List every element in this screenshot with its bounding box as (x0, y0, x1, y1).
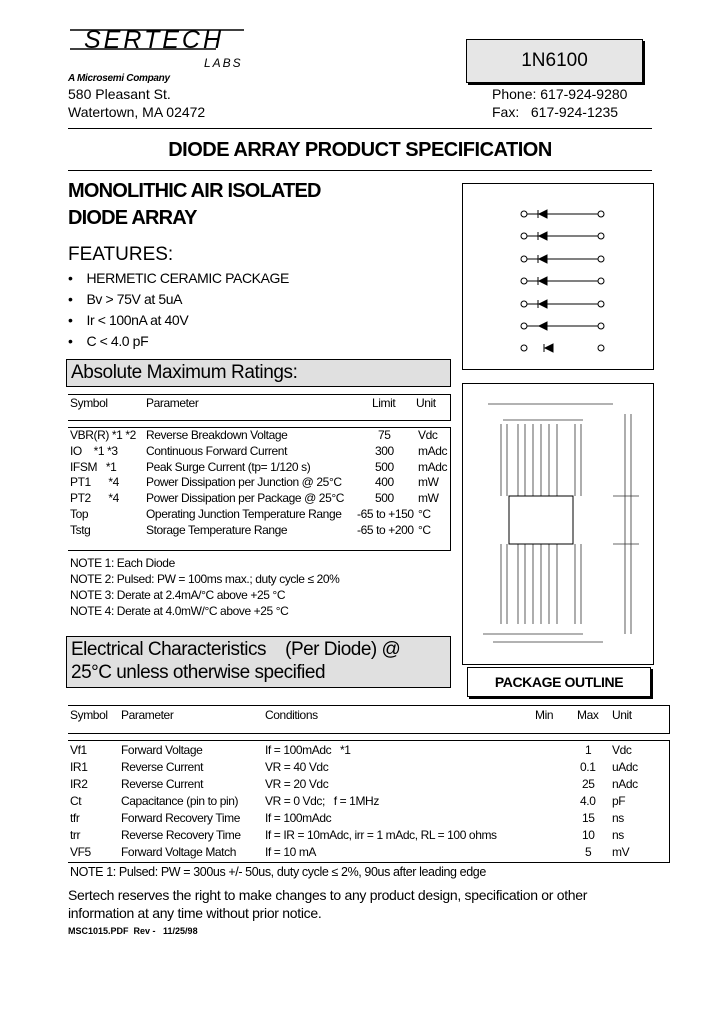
cell-max: 0.1 (580, 760, 596, 774)
cell-symbol: Ct (70, 794, 82, 808)
elec-heading-line2: 25°C unless otherwise specified (71, 662, 326, 683)
elec-heading-line1: Electrical Characteristics (Per Diode) @ (71, 639, 401, 660)
cell-symbol: Top (70, 507, 89, 521)
cell-parameter: Power Dissipation per Junction @ 25°C (146, 475, 342, 489)
col-symbol-header: Symbol (70, 396, 108, 410)
cell-symbol: tfr (70, 811, 80, 825)
feature-item: • Ir < 100nA at 40V (68, 312, 189, 328)
header-rule (68, 128, 652, 129)
cell-parameter: Capacitance (pin to pin) (121, 794, 239, 808)
col-parameter-header: Parameter (121, 708, 174, 722)
feature-item: • Bv > 75V at 5uA (68, 291, 183, 307)
col-max-header: Max (577, 708, 599, 722)
diode-schematic (462, 183, 654, 370)
disclaimer-line2: information at any time without prior notice. (68, 905, 322, 921)
cell-symbol: trr (70, 828, 81, 842)
cell-limit: -65 to +200 (357, 523, 414, 537)
cell-conditions: VR = 0 Vdc; f = 1MHz (265, 794, 379, 808)
cell-parameter: Forward Voltage Match (121, 845, 236, 859)
features-list (68, 270, 289, 354)
address-line2: Watertown, MA 02472 (68, 104, 206, 120)
cell-unit: mW (418, 475, 439, 489)
cell-parameter: Reverse Recovery Time (121, 828, 241, 842)
cell-max: 5 (585, 845, 592, 859)
cell-parameter: Forward Voltage (121, 743, 203, 757)
cell-limit: -65 to +150 (357, 507, 414, 521)
part-number: 1N6100 (521, 50, 588, 71)
cell-parameter: Operating Junction Temperature Range (146, 507, 342, 521)
package-outline-label-box (467, 667, 651, 697)
cell-unit: ns (612, 828, 624, 842)
cell-parameter: Peak Surge Current (tp= 1/120 s) (146, 460, 311, 474)
product-name-line2: DIODE ARRAY (68, 207, 197, 229)
cell-conditions: If = 100mAdc *1 (265, 743, 351, 757)
cell-symbol: Tstg (70, 523, 91, 537)
note: NOTE 3: Derate at 2.4mA/°C above +25 °C (70, 588, 286, 602)
cell-unit: ns (612, 811, 624, 825)
phone: Phone: 617-924-9280 (492, 86, 628, 102)
cell-unit: uAdc (612, 760, 638, 774)
col-min-header: Min (535, 708, 554, 722)
cell-unit: mAdc (418, 444, 448, 458)
col-symbol-header: Symbol (70, 708, 108, 722)
cell-symbol: IR1 (70, 760, 88, 774)
cell-max: 4.0 (580, 794, 596, 808)
diode-schematic-graphic (463, 184, 653, 369)
package-outline-label: PACKAGE OUTLINE (494, 674, 624, 690)
cell-symbol: IO *1 *3 (70, 444, 118, 458)
feature-item: • HERMETIC CERAMIC PACKAGE (68, 270, 289, 286)
cell-limit: 500 (375, 460, 394, 474)
company-logo (68, 26, 248, 76)
cell-max: 25 (582, 777, 595, 791)
cell-unit: Vdc (612, 743, 632, 757)
note: NOTE 4: Derate at 4.0mW/°C above +25 °C (70, 604, 289, 618)
cell-conditions: VR = 20 Vdc (265, 777, 329, 791)
cell-parameter: Reverse Current (121, 777, 204, 791)
cell-max: 10 (582, 828, 595, 842)
title-rule (68, 170, 652, 171)
cell-max: 1 (585, 743, 592, 757)
cell-symbol: IFSM *1 (70, 460, 117, 474)
page-title: DIODE ARRAY PRODUCT SPECIFICATION (168, 139, 552, 161)
logo-sub: LABS (204, 56, 243, 70)
cell-symbol: Vf1 (70, 743, 87, 757)
cell-parameter: Reverse Breakdown Voltage (146, 428, 288, 442)
cell-parameter: Power Dissipation per Package @ 25°C (146, 491, 345, 505)
abs-max-notes (70, 556, 339, 620)
cell-parameter: Reverse Current (121, 760, 204, 774)
cell-conditions: VR = 40 Vdc (265, 760, 329, 774)
cell-conditions: If = IR = 10mAdc, irr = 1 mAdc, RL = 100 ohms (265, 828, 497, 842)
cell-unit: mV (612, 845, 630, 859)
cell-limit: 300 (375, 444, 394, 458)
package-outline-graphic (463, 384, 653, 664)
logo-text: SERTECH (84, 26, 225, 54)
product-name-line1: MONOLITHIC AIR ISOLATED (68, 180, 321, 202)
doc-id: MSC1015.PDF Rev - 11/25/98 (68, 926, 198, 936)
cell-unit: Vdc (418, 428, 438, 442)
cell-symbol: VF5 (70, 845, 91, 859)
cell-limit: 75 (378, 428, 391, 442)
elec-note: NOTE 1: Pulsed: PW = 300us +/- 50us, duty cycle ≤ 2%, 90us after leading edge (70, 865, 486, 879)
cell-unit: nAdc (612, 777, 638, 791)
disclaimer-line1: Sertech reserves the right to make changes to any product design, specification or other (68, 887, 588, 903)
col-unit-header: Unit (612, 708, 632, 722)
cell-parameter: Forward Recovery Time (121, 811, 240, 825)
features-heading: FEATURES: (68, 244, 174, 265)
feature-item: • C < 4.0 pF (68, 333, 149, 349)
col-conditions-header: Conditions (265, 708, 318, 722)
note: NOTE 1: Each Diode (70, 556, 175, 570)
cell-unit: mAdc (418, 460, 448, 474)
fax: Fax: 617-924-1235 (492, 104, 619, 120)
cell-conditions: If = 100mAdc (265, 811, 332, 825)
cell-conditions: If = 10 mA (265, 845, 317, 859)
cell-unit: °C (418, 507, 431, 521)
cell-limit: 400 (375, 475, 394, 489)
address-line1: 580 Pleasant St. (68, 86, 171, 102)
cell-symbol: PT2 *4 (70, 491, 119, 505)
cell-unit: pF (612, 794, 626, 808)
abs-max-heading: Absolute Maximum Ratings: (71, 362, 298, 383)
cell-unit: mW (418, 491, 439, 505)
note: NOTE 2: Pulsed: PW = 100ms max.; duty cycle ≤ 20% (70, 572, 340, 586)
package-outline-drawing (462, 383, 654, 665)
cell-symbol: PT1 *4 (70, 475, 119, 489)
cell-parameter: Storage Temperature Range (146, 523, 288, 537)
elec-heading-box (66, 636, 451, 688)
cell-symbol: VBR(R) *1 *2 (70, 428, 136, 442)
abs-max-heading-box (66, 359, 451, 387)
col-unit-header: Unit (416, 396, 436, 410)
cell-symbol: IR2 (70, 777, 88, 791)
cell-unit: °C (418, 523, 431, 537)
company-tagline: A Microsemi Company (68, 73, 170, 84)
col-limit-header: Limit (372, 396, 396, 410)
cell-limit: 500 (375, 491, 394, 505)
cell-parameter: Continuous Forward Current (146, 444, 288, 458)
part-number-box (466, 39, 643, 83)
col-parameter-header: Parameter (146, 396, 199, 410)
cell-max: 15 (582, 811, 595, 825)
